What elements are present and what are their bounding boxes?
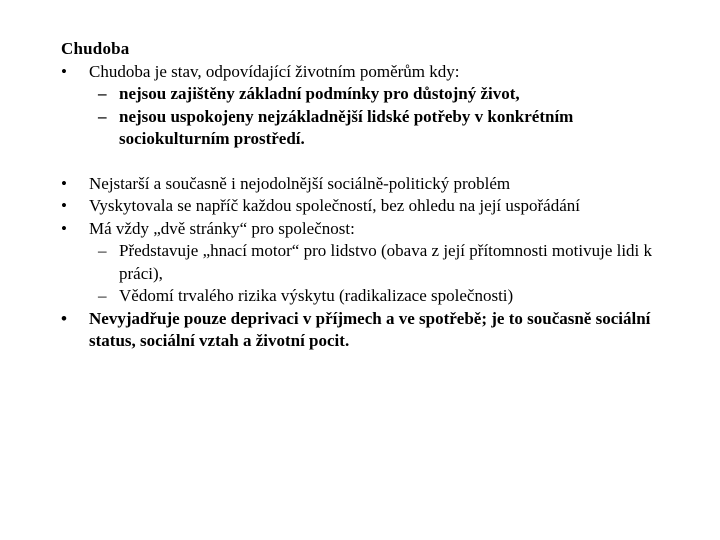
dash-marker: – [98,286,107,305]
bullet-item [61,195,681,218]
sub-bullet-text: Představuje „hnací motor“ pro lidstvo (obava z její přítomnosti motivuje lidi k práci), [119,241,653,283]
bullet-marker: • [61,61,67,81]
bullet-text: Nevyjadřuje pouze deprivaci v příjmech a ve spotřebě; je to současně sociální status, sociální vztah a životní pocit. [89,308,651,350]
bullet-text: Vyskytovala se napříč každou společností, bez ohledu na její uspořádání [89,196,580,215]
bullet-marker: • [61,218,67,238]
bullet-item [61,308,681,353]
sub-bullet-text: nejsou zajištěny základní podmínky pro důstojný život, [119,84,520,103]
bullet-marker: • [61,196,67,215]
sub-bullet-item [61,106,681,151]
sub-bullet-text: Vědomí trvalého rizika výskytu (radikalizace společnosti) [119,286,514,305]
bullet-marker: • [61,308,67,328]
sub-bullet-item [61,83,681,106]
bullet-marker: • [61,173,67,193]
slide-title: Chudoba [61,39,130,58]
slide-content [61,38,681,353]
spacer [61,151,681,173]
bullet-item [61,218,681,241]
bullet-item [61,173,681,196]
dash-marker: – [98,241,107,260]
bullet-text: Má vždy „dvě stránky“ pro společnost: [89,218,355,238]
bullet-text: Nejstarší a současně i nejodolnější sociálně-politický problém [89,173,511,193]
sub-bullet-item [61,240,681,285]
dash-marker: – [98,106,107,126]
sub-bullet-text: nejsou uspokojeny nejzákladnější lidské potřeby v konkrétním sociokulturním prostředí. [119,106,574,148]
bullet-item [61,61,681,84]
bullet-text: Chudoba je stav, odpovídající životním poměrům kdy: [89,61,460,81]
sub-bullet-item [61,285,681,308]
dash-marker: – [98,84,107,103]
